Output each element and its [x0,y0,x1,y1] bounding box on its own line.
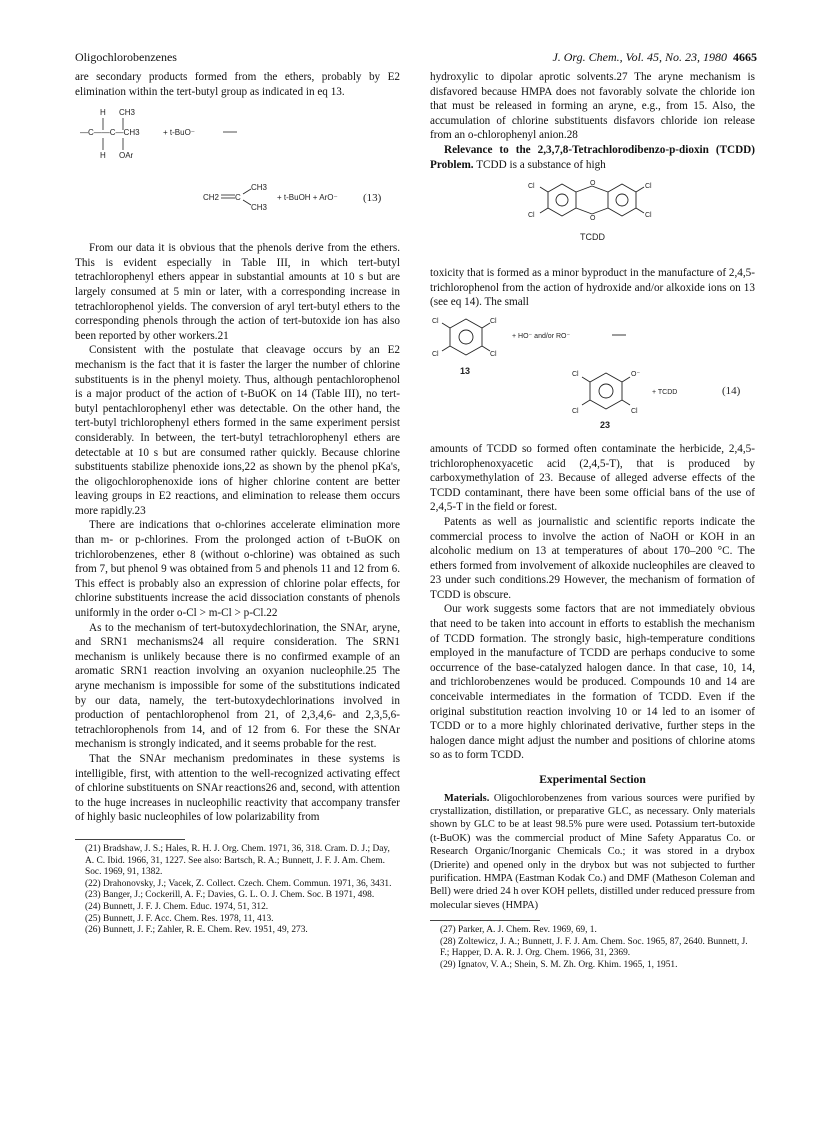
cl-label: Cl [528,212,535,220]
running-head: Oligochlorobenzenes [75,50,177,64]
eq13-h-top: H [100,108,106,118]
left-column [75,70,400,937]
paragraph: Consistent with the postulate that cleavage occurs by an E2 mechanism is the fact that it is faster the larger the number of chlorine substituents is in the phenyl moiety. Thus, although pentachlorophenol is a major product of the action of t-BuOK on 14 (Table III), no tert-butyl pentachlorophenyl ether was detectable. On the other hand, the tert-butyl trichlorophenyl ethers formed in the same experiment persist considerably. In between, the tert-butyl tetrachlorophenyl ethers are detectable at 10 s but are consumed rather quickly. Because chlorine substituents stabilize phenoxide ions,22 as shown by the phenol pKa's, the oligochlorophenoxide ions of higher chlorine content are better leaving groups in E2 reactions, and elimination to release them occurs more rapidly.23 [75,344,400,517]
cl-label: Cl [645,183,652,191]
equation-14-structure [430,316,755,436]
eq14-reagent: + HO⁻ and/or RO⁻ [512,332,571,340]
cl-label: Cl [645,212,652,220]
journal-ref: J. Org. Chem., Vol. 45, No. 23, 1980 [552,50,727,64]
cl-label: Cl [432,350,439,358]
paragraph [430,143,755,172]
svg-text:O: O [590,180,596,188]
eq13-chain: —C——C—CH3 [80,128,140,138]
eq13-h-bottom: H [100,151,106,161]
tcdd-label: TCDD [580,232,605,243]
equation-13-scheme [75,105,400,235]
paragraph: As to the mechanism of tert-butoxydechlorination, the SNAr, aryne, and SRN1 mechanisms24 all require consideration. The SRN1 mechanism is unlikely because there is no confirmed example of an aromatic SRN1 reaction involving an oxyanion nucleophile.25 The aryne mechanism is impossible for some of the substitutions indicated by our data, namely, the tert-butoxydechlorinations involved in production of pentachlorophenol from 21, of 2,3,4,6- and 2,3,5,6-tetrachlorophenols from 14, and of 12 from 6. For these the SNAr mechanism is strongly indicated, and it seems probable for the rest. [75,621,400,751]
eq13-ch3-top: CH3 [119,108,136,118]
footnote: (22) Drahonovsky, J.; Vacek, Z. Collect. Czech. Chem. Commun. 1971, 36, 3431. [85,878,392,889]
cl-label: Cl [490,350,497,358]
cl-label: Cl [490,317,497,325]
footnotes [75,844,400,937]
footnote: (25) Bunnett, J. F. Acc. Chem. Res. 1978, 11, 413. [85,913,274,924]
svg-text:O: O [590,215,596,223]
paragraph: Our work suggests some factors that are not immediately obvious that need to be taken into account in efforts to establish the mechanism of TCDD formation. The strongly basic, high-temperature conditions employed in the manufacture of TCDD are perhaps conducive to some occurrence of the base-catalyzed halogen dance. In that case, 10, 14, and trichlorobenzenes would be produced. Compounds 10 and 14 are conceivable intermediates in the formation of TCDD. Even if the original substitution reaction involving 10 or 14 led to an isomer of TCDD or to a more highly chlorinated derivative, further steps in the halogen dance might adjust the number and positions of chlorine atoms so as to form TCDD. [430,603,755,762]
eq13-ch3a: CH3 [251,183,268,193]
footnote: (27) Parker, A. J. Chem. Rev. 1969, 69, 1. [440,925,597,936]
paragraph [430,792,755,913]
journal-citation [552,50,757,65]
page-number: 4665 [733,50,757,64]
cl-label: Cl [572,407,579,415]
equation-number: (13) [363,192,382,205]
footnotes [430,925,755,971]
cl-label: Cl [432,317,439,325]
cl-label: Cl [528,183,535,191]
footnote: (28) Zoltewicz, J. A.; Bunnett, J. F. J. Am. Chem. Soc. 1965, 87, 2640. Bunnett, J. F.; Happer, D. A. R. J. Org. Chem. 1966, 31, 2369. [440,936,748,959]
right-column [430,70,755,972]
eq13-oar: OAr [119,151,134,161]
paragraph: From our data it is obvious that the phenols derive from the ethers. This is evident especially in Table III, in which tert-butyl tetrachlorophenyl ethers appear in substantial amounts at 10 s but are largely consumed at 5 min or later, with a corresponding increase in tetrachlorophenol yields. The conversion of aryl tert-butyl ethers to the corresponding phenols through the action of tert-butoxide ion has also been reported by other workers.21 [75,242,400,342]
eq13-ch2: CH2 [203,193,220,203]
compound-23-label: 23 [600,419,611,430]
subsection-title: Relevance to the 2,3,7,8-Tetrachlorodibenzo-p-dioxin (TCDD) Problem. [430,143,755,171]
equation-14-scheme [430,316,755,436]
eq13-ch3b: CH3 [251,203,268,213]
compound-13-label: 13 [460,365,471,376]
tcdd-structure [430,178,755,260]
paragraph: Patents as well as journalistic and scientific reports indicate the commercial process to involve the action of NaOH or KOH in an alcoholic medium on 13 at temperatures of about 170–200 °C. The ethers formed from involvement of alkoxide nucleophiles are cleaved to 23 under such conditions.29 However, the mechanism of formation of TCDD is obscure. [430,515,755,601]
footnote: (21) Bradshaw, J. S.; Hales, R. H. J. Org. Chem. 1971, 36, 318. Cram. D. J.; Day, A. C. Ibid. 1966, 31, 1227. See also: Bartsch, R. A.; Bunnett, J. F. J. Am. Chem. Soc. 1969, 91, 1382. [85,843,390,878]
subsection-title: Materials. [444,792,490,804]
paragraph: There are indications that o-chlorines accelerate elimination more than m- or p-chlorines. From the prolonged action of t-BuOK on trichlorobenzenes, ether 8 (without o-chlorine) was obtained as such from 7, but phenol 9 was obtained from 5 and phenols 11 and 12 from 6. This effect is probably also an expression of chlorine polar effects, for chlorine substituents increase the acid dissociation constants of phenols uniformly in the order o-Cl > m-Cl > p-Cl.22 [75,519,400,620]
paragraph: hydroxylic to dipolar aprotic solvents.27 The aryne mechanism is disfavored because HMPA does not favorably solvate the chloride ion that must be released in forming an aryne, e.g., from 15. Also, the accumulation of chlorine substituents disfavors chloride ion release from an o-chlorophenyl anion.28 [430,71,755,142]
footnote: (26) Bunnett, J. F.; Zahler, R. E. Chem. Rev. 1951, 49, 273. [85,925,308,936]
section-heading: Experimental Section [539,773,646,786]
eq13-products: + t-BuOH + ArO⁻ [277,193,338,203]
paragraph-text: Oligochlorobenzenes from various sources were purified by crystallization, distillation, or preparative GLC, as necessary. Only materials shown by GLC to be at least 98.5% pure were used. Potassium tert-butoxide (t-BuOK) was the commercial product of Mine Safety Apparatus Co. or Research Organic/Inorganic Chemicals Co.; it was stored in a drybox (Drierite) and opened only in the drybox but was not subjected to further purification. HMPA (Eastman Kodak Co.) and DMF (Matheson Coleman and Bell) were dried 24 h over KOH pellets, distilled under reduced pressure from molecular sieves (HMPA) [430,792,755,911]
footnote: (24) Bunnett, J. F. J. Chem. Educ. 1974, 51, 312. [85,901,269,912]
footnote-divider [430,920,540,921]
eq13-c: C [235,193,241,203]
paragraph-text: TCDD is a substance of high [473,158,606,171]
equation-number: (14) [722,384,741,397]
o-minus-label: O⁻ [631,370,641,378]
cl-label: Cl [631,407,638,415]
eq13-base: + t-BuO⁻ [163,128,196,138]
paragraph: amounts of TCDD so formed often contaminate the herbicide, 2,4,5-trichlorophenoxyacetic acid (2,4,5-T), that is produced by carboxymethylation of 23. Because of alleged adverse effects of the TCDD contaminant, there have been some official bans of the use of 2,4,5-T in the field or forest. [430,442,755,514]
equation-13-structure [75,105,400,235]
tcdd-structure-diagram [430,178,755,260]
eq14-products: + TCDD [652,388,678,396]
footnote-divider [75,839,185,840]
paragraph: That the SNAr mechanism predominates in these systems is intelligible, first, with attention to the well-recognized activating effect of chlorine substituents on SNAr reactions26 and, second, with attention to the huge increases in nucleophilic reactivity that accompany transfer of highly basic nucleophiles of low polarizability from [75,752,400,824]
footnote: (23) Banger, J.; Cockerill, A. F.; Davies, G. L. O. J. Chem. Soc. B 1971, 498. [85,890,375,901]
cl-label: Cl [572,370,579,378]
footnote: (29) Ignatov, V. A.; Shein, S. M. Zh. Org. Khim. 1965, 1, 1951. [440,960,678,971]
paragraph: are secondary products formed from the ethers, probably by E2 elimination within the tert-butyl group as indicated in eq 13. [75,71,400,98]
paragraph: toxicity that is formed as a minor byproduct in the manufacture of 2,4,5-trichlorophenol from the action of hydroxide and/or alkoxide ions on 13 (see eq 14). The small [430,267,755,309]
